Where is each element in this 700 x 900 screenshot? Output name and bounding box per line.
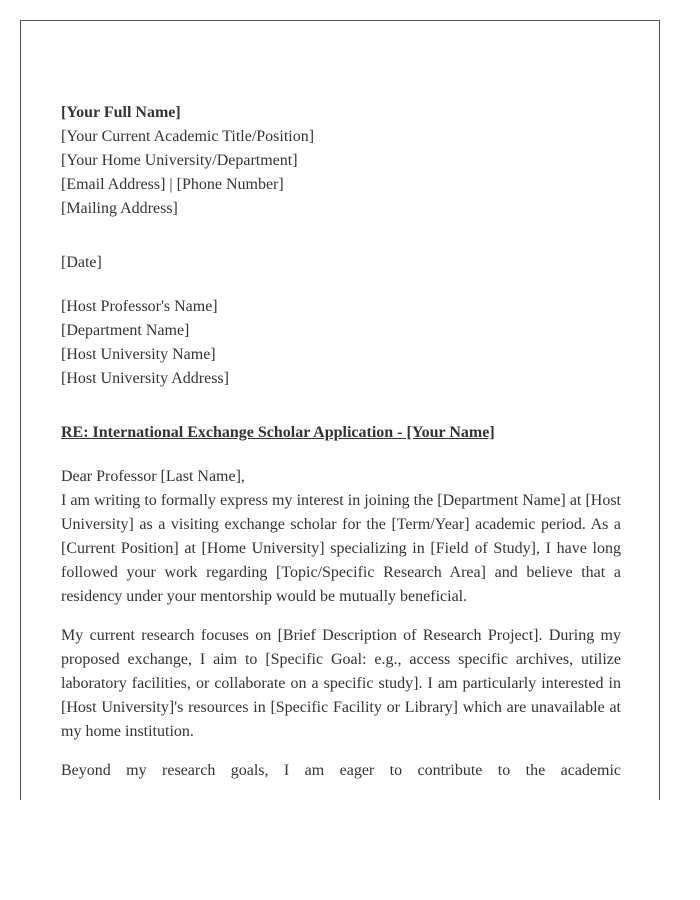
salutation: Dear Professor [Last Name],	[61, 468, 245, 485]
subject-line: RE: International Exchange Scholar Application - [Your Name]	[61, 424, 495, 441]
letter-page	[20, 20, 660, 800]
recipient-university: [Host University Name]	[61, 346, 216, 363]
letter-content	[61, 101, 621, 783]
sender-contact: [Email Address] | [Phone Number]	[61, 176, 284, 193]
sender-name: [Your Full Name]	[61, 104, 181, 121]
body-paragraph-3: Beyond my research goals, I am eager to contribute to the academic	[61, 762, 621, 779]
body-paragraph-2: My current research focuses on [Brief Description of Research Project]. During my proposed exchange, I aim to [Specific Goal: e.g., access specific archives, utilize laboratory facilities, or collaborate on a specific study]. I am particularly interested in [Host University]'s resources in [Specific Facility or Library] which are unavailable at my home institution.	[61, 627, 621, 740]
recipient-address: [Host University Address]	[61, 370, 229, 387]
recipient-department: [Department Name]	[61, 322, 190, 339]
date-block	[61, 251, 621, 275]
sender-university: [Your Home University/Department]	[61, 152, 298, 169]
recipient-block	[61, 295, 621, 391]
letter-body	[61, 465, 621, 783]
recipient-name: [Host Professor's Name]	[61, 298, 218, 315]
sender-title: [Your Current Academic Title/Position]	[61, 128, 315, 145]
letter-date: [Date]	[61, 254, 102, 271]
sender-address: [Mailing Address]	[61, 200, 178, 217]
sender-block	[61, 101, 621, 221]
body-paragraph-1: I am writing to formally express my interest in joining the [Department Name] at [Host University] as a visiting exchange scholar for the [Term/Year] academic period. As a [Current Position] at [Home University] specializing in [Field of Study], I have long followed your work regarding [Topic/Specific Research Area] and believe that a residency under your mentorship would be mutually beneficial.	[61, 492, 621, 605]
